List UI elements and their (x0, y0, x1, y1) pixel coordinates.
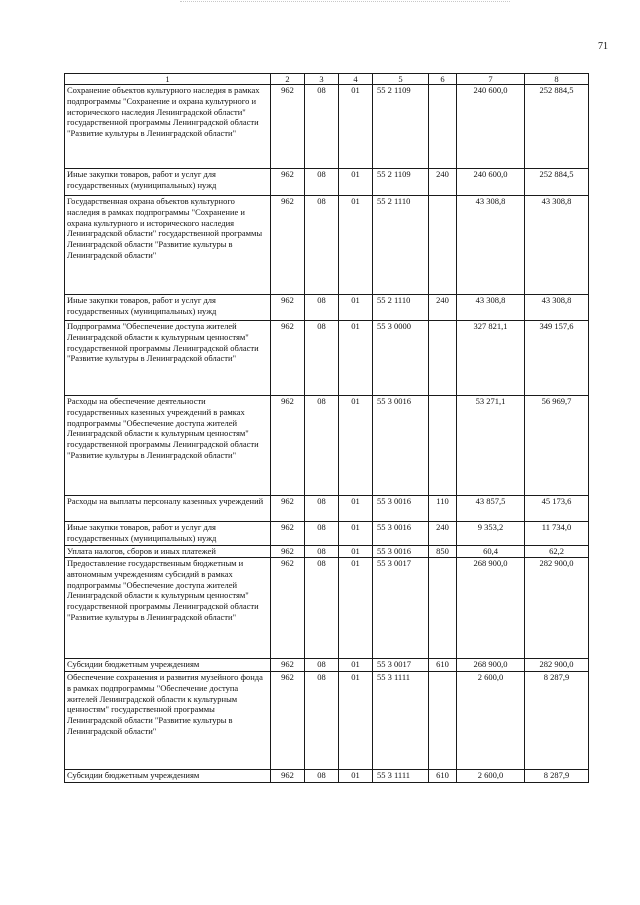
amount-year-2: 8 287,9 (525, 672, 589, 770)
page-number: 71 (598, 41, 608, 52)
amount-year-2: 56 969,7 (525, 396, 589, 496)
amount-year-1: 268 900,0 (457, 558, 525, 659)
amount-year-2: 62,2 (525, 546, 589, 558)
amount-year-1: 43 857,5 (457, 496, 525, 522)
row-name: Иные закупки товаров, работ и услуг для государственных (муниципальных) нужд (65, 522, 271, 546)
expense-type-code (429, 321, 457, 396)
section-code: 08 (305, 496, 339, 522)
subsection-code: 01 (339, 558, 373, 659)
expense-type-code: 110 (429, 496, 457, 522)
row-name: Государственная охрана объектов культурного наследия в рамках подпрограммы "Сохранение и охрана культурного и исторического наследия Ленинградской области" государственной программы Ленинградской области "Развитие культуры в Ленинградской области" (65, 196, 271, 295)
target-code: 55 3 0016 (373, 546, 429, 558)
section-code: 08 (305, 85, 339, 169)
section-code: 08 (305, 672, 339, 770)
section-code: 08 (305, 558, 339, 659)
table-row (65, 496, 589, 522)
amount-year-2: 8 287,9 (525, 770, 589, 783)
table-row (65, 196, 589, 295)
expense-type-code (429, 396, 457, 496)
subsection-code: 01 (339, 496, 373, 522)
ministry-code: 962 (271, 770, 305, 783)
amount-year-1: 268 900,0 (457, 659, 525, 672)
subsection-code: 01 (339, 321, 373, 396)
column-header: 5 (373, 74, 429, 85)
target-code: 55 3 0016 (373, 522, 429, 546)
column-header: 8 (525, 74, 589, 85)
section-code: 08 (305, 546, 339, 558)
amount-year-1: 53 271,1 (457, 396, 525, 496)
section-code: 08 (305, 321, 339, 396)
ministry-code: 962 (271, 169, 305, 196)
amount-year-2: 282 900,0 (525, 558, 589, 659)
amount-year-1: 43 308,8 (457, 196, 525, 295)
table-row (65, 522, 589, 546)
row-name: Расходы на обеспечение деятельности государственных казенных учреждений в рамках подпрограммы "Обеспечение доступа жителей Ленинградской области к культурным ценностям" государственной программы Ленинградской области "Развитие культуры в Ленинградской области" (65, 396, 271, 496)
amount-year-1: 240 600,0 (457, 85, 525, 169)
target-code: 55 2 1109 (373, 169, 429, 196)
amount-year-1: 240 600,0 (457, 169, 525, 196)
target-code: 55 3 1111 (373, 672, 429, 770)
target-code: 55 2 1109 (373, 85, 429, 169)
expense-type-code: 850 (429, 546, 457, 558)
ministry-code: 962 (271, 546, 305, 558)
row-name: Сохранение объектов культурного наследия в рамках подпрограммы "Сохранение и охрана культурного и исторического наследия Ленинградской области" государственной программы Ленинградской области "Развитие культуры в Ленинградской области" (65, 85, 271, 169)
ministry-code: 962 (271, 85, 305, 169)
subsection-code: 01 (339, 672, 373, 770)
target-code: 55 3 0017 (373, 659, 429, 672)
scan-artifact (180, 1, 510, 5)
section-code: 08 (305, 396, 339, 496)
column-header: 4 (339, 74, 373, 85)
target-code: 55 3 0000 (373, 321, 429, 396)
column-header: 1 (65, 74, 271, 85)
target-code: 55 3 1111 (373, 770, 429, 783)
expense-type-code (429, 672, 457, 770)
section-code: 08 (305, 659, 339, 672)
target-code: 55 3 0016 (373, 396, 429, 496)
table-row (65, 558, 589, 659)
subsection-code: 01 (339, 196, 373, 295)
amount-year-2: 349 157,6 (525, 321, 589, 396)
table-row (65, 672, 589, 770)
subsection-code: 01 (339, 85, 373, 169)
row-name: Предоставление государственным бюджетным и автономным учреждениям субсидий в рамках подпрограммы "Обеспечение доступа жителей Ленинградской области к культурным ценностям" государственной программы Ленинградской области "Развитие культуры в Ленинградской области" (65, 558, 271, 659)
amount-year-1: 2 600,0 (457, 770, 525, 783)
row-name: Уплата налогов, сборов и иных платежей (65, 546, 271, 558)
amount-year-2: 43 308,8 (525, 295, 589, 321)
expense-type-code: 610 (429, 659, 457, 672)
target-code: 55 2 1110 (373, 196, 429, 295)
amount-year-1: 327 821,1 (457, 321, 525, 396)
ministry-code: 962 (271, 396, 305, 496)
row-name: Подпрограмма "Обеспечение доступа жителей Ленинградской области к культурным ценностям" государственной программы Ленинградской области "Развитие культуры в Ленинградской области" (65, 321, 271, 396)
amount-year-2: 45 173,6 (525, 496, 589, 522)
subsection-code: 01 (339, 770, 373, 783)
amount-year-1: 2 600,0 (457, 672, 525, 770)
target-code: 55 3 0016 (373, 496, 429, 522)
row-name: Субсидии бюджетным учреждениям (65, 770, 271, 783)
budget-table (64, 73, 589, 783)
subsection-code: 01 (339, 169, 373, 196)
expense-type-code (429, 85, 457, 169)
amount-year-2: 252 884,5 (525, 169, 589, 196)
amount-year-1: 43 308,8 (457, 295, 525, 321)
column-header: 3 (305, 74, 339, 85)
amount-year-2: 282 900,0 (525, 659, 589, 672)
column-header: 6 (429, 74, 457, 85)
amount-year-1: 9 353,2 (457, 522, 525, 546)
section-code: 08 (305, 522, 339, 546)
section-code: 08 (305, 770, 339, 783)
ministry-code: 962 (271, 659, 305, 672)
ministry-code: 962 (271, 672, 305, 770)
column-header: 7 (457, 74, 525, 85)
section-code: 08 (305, 169, 339, 196)
ministry-code: 962 (271, 558, 305, 659)
expense-type-code: 610 (429, 770, 457, 783)
target-code: 55 2 1110 (373, 295, 429, 321)
expense-type-code (429, 196, 457, 295)
row-name: Расходы на выплаты персоналу казенных учреждений (65, 496, 271, 522)
row-name: Иные закупки товаров, работ и услуг для государственных (муниципальных) нужд (65, 169, 271, 196)
subsection-code: 01 (339, 522, 373, 546)
amount-year-2: 43 308,8 (525, 196, 589, 295)
ministry-code: 962 (271, 496, 305, 522)
table-row (65, 770, 589, 783)
table-row (65, 396, 589, 496)
table-row (65, 295, 589, 321)
table-row (65, 85, 589, 169)
ministry-code: 962 (271, 196, 305, 295)
table-row (65, 546, 589, 558)
expense-type-code (429, 558, 457, 659)
row-name: Субсидии бюджетным учреждениям (65, 659, 271, 672)
ministry-code: 962 (271, 295, 305, 321)
column-header: 2 (271, 74, 305, 85)
ministry-code: 962 (271, 522, 305, 546)
table-row (65, 169, 589, 196)
expense-type-code: 240 (429, 169, 457, 196)
table-row (65, 321, 589, 396)
target-code: 55 3 0017 (373, 558, 429, 659)
expense-type-code: 240 (429, 295, 457, 321)
ministry-code: 962 (271, 321, 305, 396)
subsection-code: 01 (339, 659, 373, 672)
subsection-code: 01 (339, 396, 373, 496)
header-row (65, 74, 589, 85)
table-row (65, 659, 589, 672)
subsection-code: 01 (339, 295, 373, 321)
amount-year-2: 11 734,0 (525, 522, 589, 546)
expense-type-code: 240 (429, 522, 457, 546)
amount-year-1: 60,4 (457, 546, 525, 558)
section-code: 08 (305, 295, 339, 321)
row-name: Обеспечение сохранения и развития музейного фонда в рамках подпрограммы "Обеспечение доступа жителей Ленинградской области к культурным ценностям" государственной программы Ленинградской области "Развитие культуры в Ленинградской области" (65, 672, 271, 770)
amount-year-2: 252 884,5 (525, 85, 589, 169)
row-name: Иные закупки товаров, работ и услуг для государственных (муниципальных) нужд (65, 295, 271, 321)
section-code: 08 (305, 196, 339, 295)
subsection-code: 01 (339, 546, 373, 558)
